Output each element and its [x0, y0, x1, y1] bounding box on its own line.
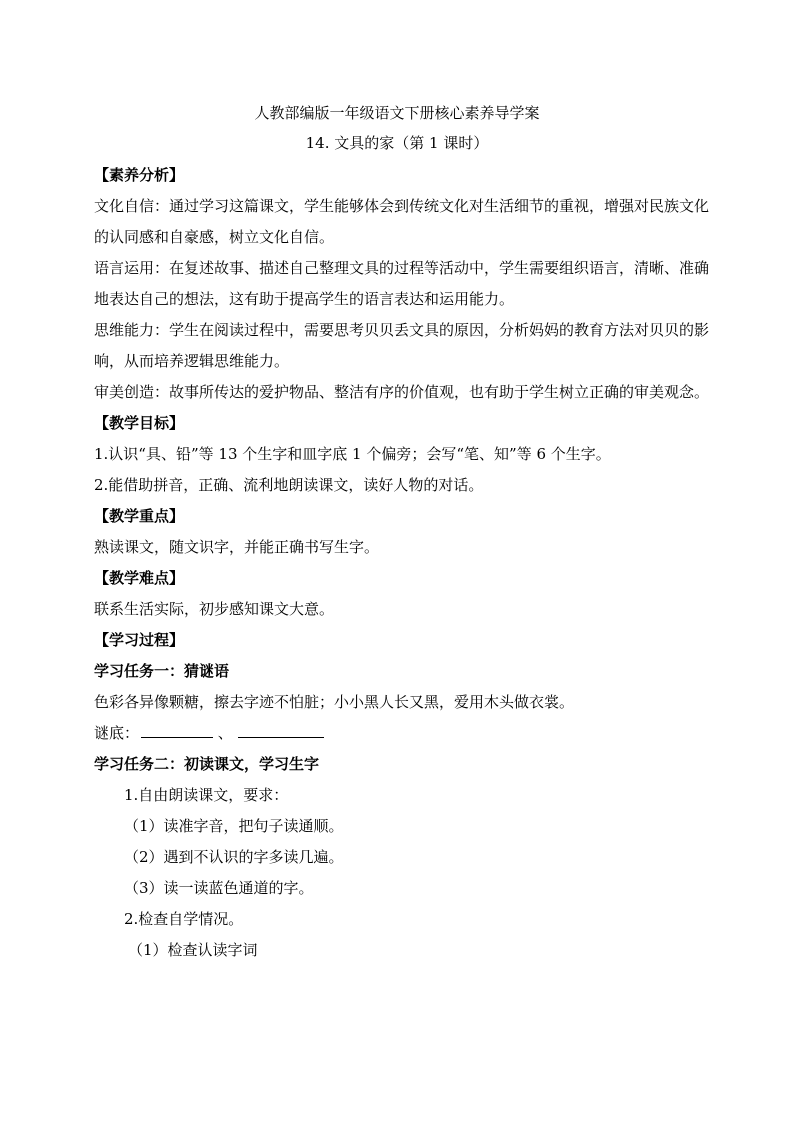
- literacy-aesthetic: 审美创造：故事所传达的爱护物品、整洁有序的价值观，也有助于学生树立正确的审美观念。: [94, 383, 710, 401]
- answer-blank-2[interactable]: [238, 723, 324, 738]
- literacy-language: 语言运用：在复述故事、描述自己整理文具的过程等活动中，学生需要组织语言，清晰、准确地表达自己的想法，这有助于提高学生的语言表达和运用能力。: [94, 259, 710, 308]
- literacy-culture: 文化自信：通过学习这篇课文，学生能够体会到传统文化对生活细节的重视，增强对民族文化的认同感和自豪感，树立文化自信。: [94, 197, 710, 246]
- goal-item: 2.能借助拼音，正确、流利地朗读课文，读好人物的对话。: [94, 476, 484, 494]
- task2-step1: 1.自由朗读课文，要求：: [124, 786, 289, 804]
- task2-step2: 2.检查自学情况。: [124, 910, 244, 928]
- document-title: 人教部编版一年级语文下册核心素养导学案: [254, 104, 540, 122]
- difficulties-heading: 【教学难点】: [94, 569, 185, 587]
- task2-title: 学习任务二：初读课文，学习生字: [94, 755, 320, 773]
- literacy-heading: 【素养分析】: [94, 166, 185, 184]
- task2-req3: （3）读一读蓝色通道的字。: [124, 879, 314, 897]
- riddle-answer-line: [94, 718, 714, 749]
- key-points-text: 熟读课文，随文识字，并能正确书写生字。: [94, 538, 380, 556]
- process-heading: 【学习过程】: [94, 631, 185, 649]
- goal-item: 1.认识“具、铅”等 13 个生字和皿字底 1 个偏旁；会写“笔、知”等 6 个生字。: [94, 445, 611, 463]
- answer-label: 谜底：: [94, 724, 140, 742]
- task1-title: 学习任务一：猜谜语: [94, 662, 230, 680]
- literacy-thinking: 思维能力：学生在阅读过程中，需要思考贝贝丢文具的原因，分析妈妈的教育方法对贝贝的影响，从而培养逻辑思维能力。: [94, 321, 710, 370]
- goals-heading: 【教学目标】: [94, 414, 185, 432]
- task2-req1: （1）读准字音，把句子读通顺。: [124, 817, 344, 835]
- answer-separator: 、: [217, 724, 233, 742]
- task2-check1: （1）检查认读字词: [128, 941, 258, 959]
- document-body: [94, 160, 714, 966]
- difficulties-text: 联系生活实际，初步感知课文大意。: [94, 600, 335, 618]
- answer-blank-1[interactable]: [141, 723, 213, 738]
- key-points-heading: 【教学重点】: [94, 507, 185, 525]
- riddle-text: 色彩各异像颗糖，擦去字迹不怕脏；小小黑人长又黑，爱用木头做衣裳。: [94, 693, 575, 711]
- lesson-title: 14. 文具的家（第 1 课时）: [305, 134, 489, 152]
- task2-req2: （2）遇到不认识的字多读几遍。: [124, 848, 344, 866]
